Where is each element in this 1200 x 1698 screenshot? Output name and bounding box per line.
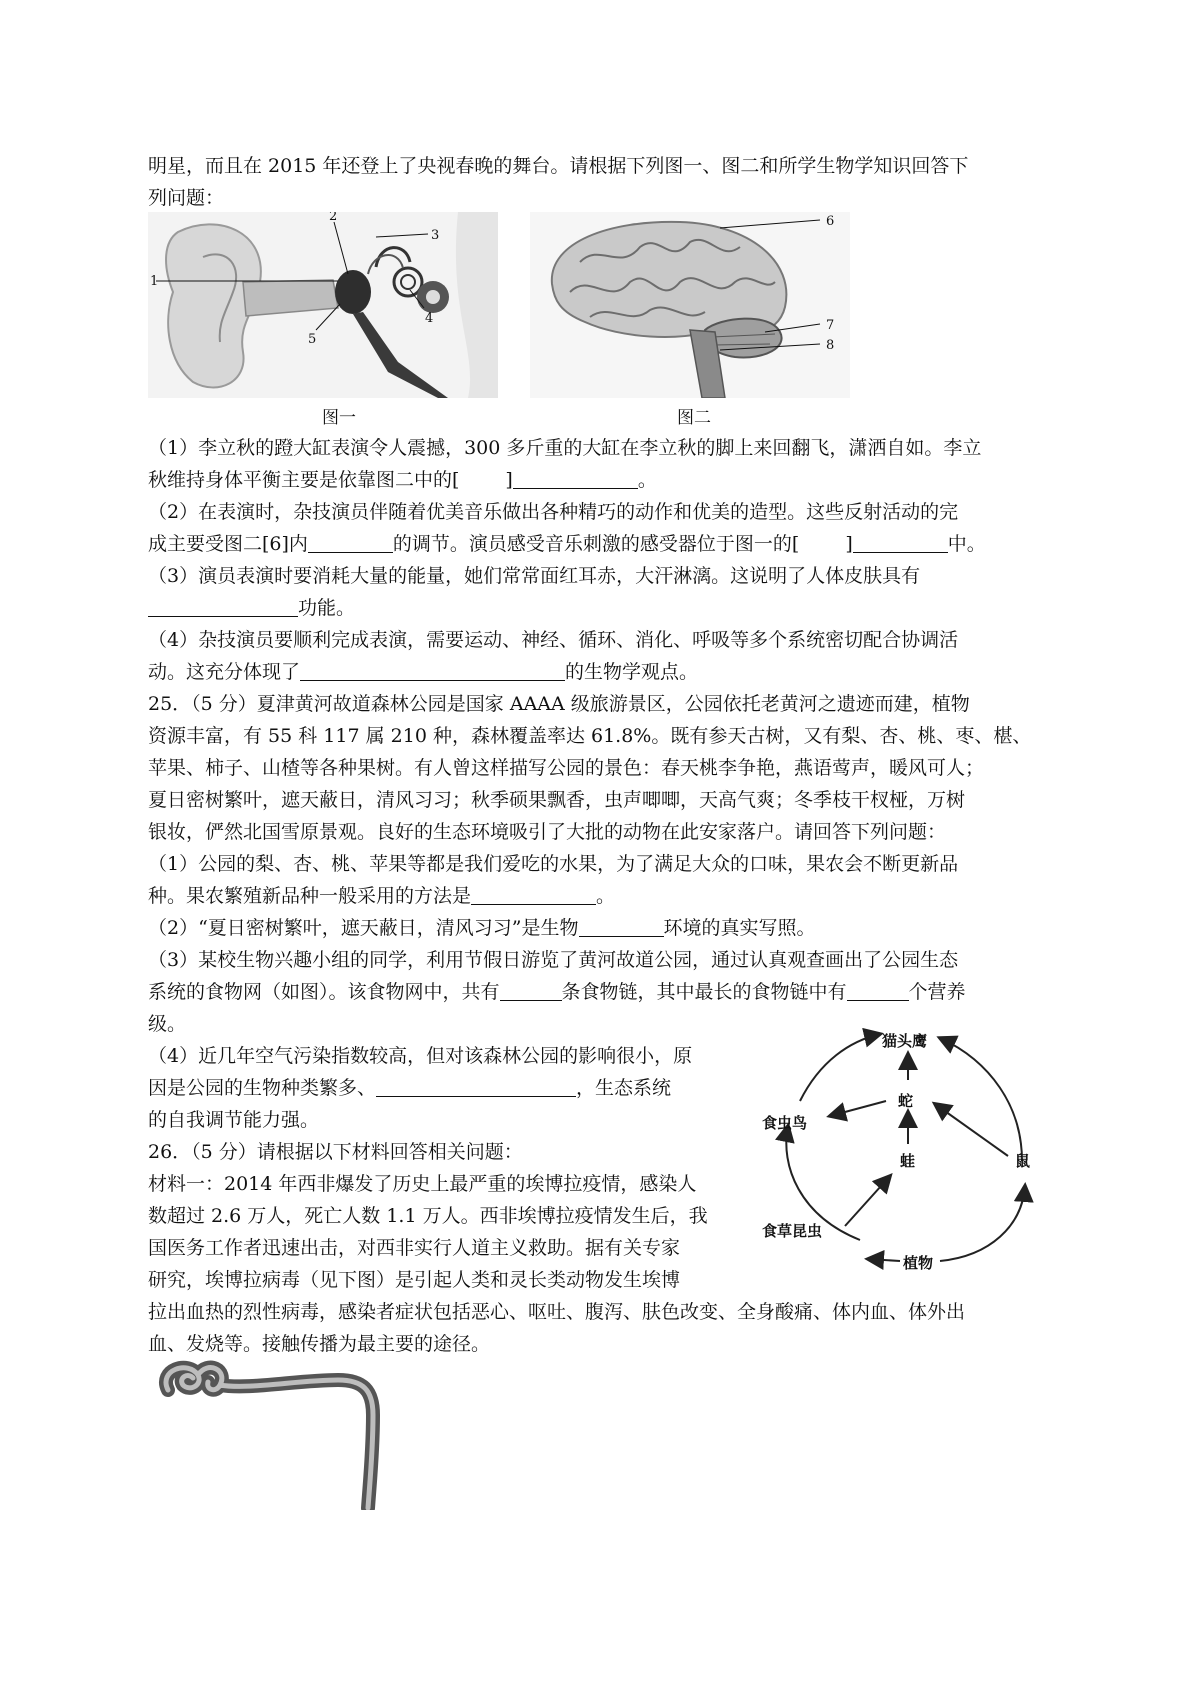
answer-blank[interactable] — [579, 916, 664, 937]
brain-label-6: 6 — [826, 214, 835, 229]
brain-label-7: 7 — [826, 318, 835, 333]
q25-p3-line1: （3）某校生物兴趣小组的同学，利用节假日游览了黄河故道公园，通过认真观查画出了公园生态 — [148, 949, 959, 971]
node-snake: 蛇 — [898, 1092, 914, 1110]
ear-caption: 图一 — [322, 408, 356, 428]
q25-p3-line2: 系统的食物网（如图）。该食物网中，共有 条食物链，其中最长的食物链中有 个营养 — [148, 981, 966, 1003]
node-plant: 植物 — [903, 1254, 934, 1272]
ear-label-3: 3 — [431, 228, 440, 243]
q25-line-1: 25．（5 分）夏津黄河故道森林公园是国家 AAAA 级旅游景区，公园依托老黄河之遗迹而建，植物 — [148, 693, 970, 715]
q25-p4-line1: （4）近几年空气污染指数较高，但对该森林公园的影响很小，原 — [148, 1045, 693, 1067]
answer-blank[interactable] — [847, 980, 909, 1001]
q24-p2-line1: （2）在表演时，杂技演员伴随着优美音乐做出各种精巧的动作和优美的造型。这些反射活动的完 — [148, 501, 959, 523]
answer-blank[interactable] — [376, 1076, 576, 1097]
answer-blank[interactable] — [471, 884, 596, 905]
q24-p1-line1: （1）李立秋的蹬大缸表演令人震撼，300 多斤重的大缸在李立秋的脚上来回翻飞，潇洒自如。李立 — [148, 437, 982, 459]
q26-line-4: 国医务工作者迅速出击，对西非实行人道主义救助。据有关专家 — [148, 1237, 681, 1259]
node-insectivorous-bird: 食虫鸟 — [762, 1114, 808, 1132]
q26-line-5: 研究，埃博拉病毒（见下图）是引起人类和灵长类动物发生埃博 — [148, 1269, 681, 1291]
q25-p4-line3: 的自我调节能力强。 — [148, 1109, 320, 1131]
ear-diagram — [148, 212, 498, 398]
q25-p1-line1: （1）公园的梨、杏、桃、苹果等都是我们爱吃的水果，为了满足大众的口味，果农会不断更新品 — [148, 853, 959, 875]
ear-label-2: 2 — [329, 212, 338, 224]
brain-caption: 图二 — [677, 408, 711, 428]
answer-blank[interactable] — [500, 980, 562, 1001]
q24-p3-line2: 功能。 — [148, 592, 1068, 624]
answer-blank[interactable] — [853, 532, 948, 553]
q25-line-5: 银妆，俨然北国雪原景观。良好的生态环境吸引了大批的动物在此安家落户。请回答下列问题： — [148, 821, 947, 843]
ear-label-5: 5 — [308, 332, 317, 347]
node-owl: 猫头鹰 — [882, 1032, 928, 1050]
q26-line-7: 血、发烧等。接触传播为最主要的途径。 — [148, 1333, 491, 1355]
q24-p2-line2: 成主要受图二[6]内 的调节。演员感受音乐刺激的感受器位于图一的[ ] 中。 — [148, 533, 986, 555]
ebola-virus-image — [148, 1360, 398, 1510]
ear-label-1: 1 — [150, 274, 159, 289]
node-herbivorous-insect: 食草昆虫 — [762, 1222, 823, 1240]
intro-line-2: 列问题： — [148, 187, 225, 209]
q25-line-2: 资源丰富，有 55 科 117 属 210 种，森林覆盖率达 61.8%。既有参天古树，又有梨、杏、桃、枣、椹、 — [148, 725, 1032, 747]
q26-line-6: 拉出血热的烈性病毒，感染者症状包括恶心、呕吐、腹泻、肤色改变、全身酸痛、体内血、体外出 — [148, 1301, 966, 1323]
q25-p1-line2: 种。果农繁殖新品种一般采用的方法是 。 — [148, 885, 616, 907]
q24-p4-line1: （4）杂技演员要顺利完成表演，需要运动、神经、循环、消化、呼吸等多个系统密切配合协调活 — [148, 629, 959, 651]
q26-line-1: 26．（5 分）请根据以下材料回答相关问题： — [148, 1141, 523, 1163]
node-frog: 蛙 — [900, 1152, 916, 1170]
q26-line-3: 数超过 2.6 万人，死亡人数 1.1 万人。西非埃博拉疫情发生后，我 — [148, 1205, 708, 1227]
answer-blank[interactable] — [308, 532, 393, 553]
q25-p3-line3: 级。 — [148, 1013, 187, 1035]
q24-p4-line2: 动。这充分体现了 的生物学观点。 — [148, 661, 699, 683]
intro-line-1: 明星，而且在 2015 年还登上了央视春晚的舞台。请根据下列图一、图二和所学生物学知识回答下 — [148, 155, 969, 177]
brain-diagram — [530, 212, 850, 398]
q25-line-3: 苹果、柿子、山楂等各种果树。有人曾这样描写公园的景色：春天桃李争艳，燕语莺声，暖风可人； — [148, 757, 985, 779]
q25-p2: （2）“夏日密树繁叶，遮天蔽日，清风习习”是生物 环境的真实写照。 — [148, 917, 816, 939]
ear-label-4: 4 — [425, 311, 434, 326]
node-mouse: 鼠 — [1015, 1152, 1031, 1170]
q25-line-4: 夏日密树繁叶，遮天蔽日，清风习习；秋季硕果飘香，虫声唧唧，天高气爽；冬季枝干杈桠，万树 — [148, 789, 966, 811]
brain-label-8: 8 — [826, 338, 835, 353]
answer-blank[interactable] — [513, 468, 638, 489]
answer-blank[interactable] — [300, 660, 565, 681]
food-web-diagram — [760, 1016, 1060, 1276]
q26-line-2: 材料一：2014 年西非爆发了历史上最严重的埃博拉疫情，感染人 — [148, 1173, 697, 1195]
q25-p4-line2: 因是公园的生物种类繁多、 ，生态系统 — [148, 1077, 672, 1099]
q24-p3-line1: （3）演员表演时要消耗大量的能量，她们常常面红耳赤，大汗淋漓。这说明了人体皮肤具有 — [148, 565, 921, 587]
answer-blank[interactable] — [148, 596, 298, 617]
q24-p1-line2: 秋维持身体平衡主要是依靠图二中的[ ] 。 — [148, 469, 657, 491]
